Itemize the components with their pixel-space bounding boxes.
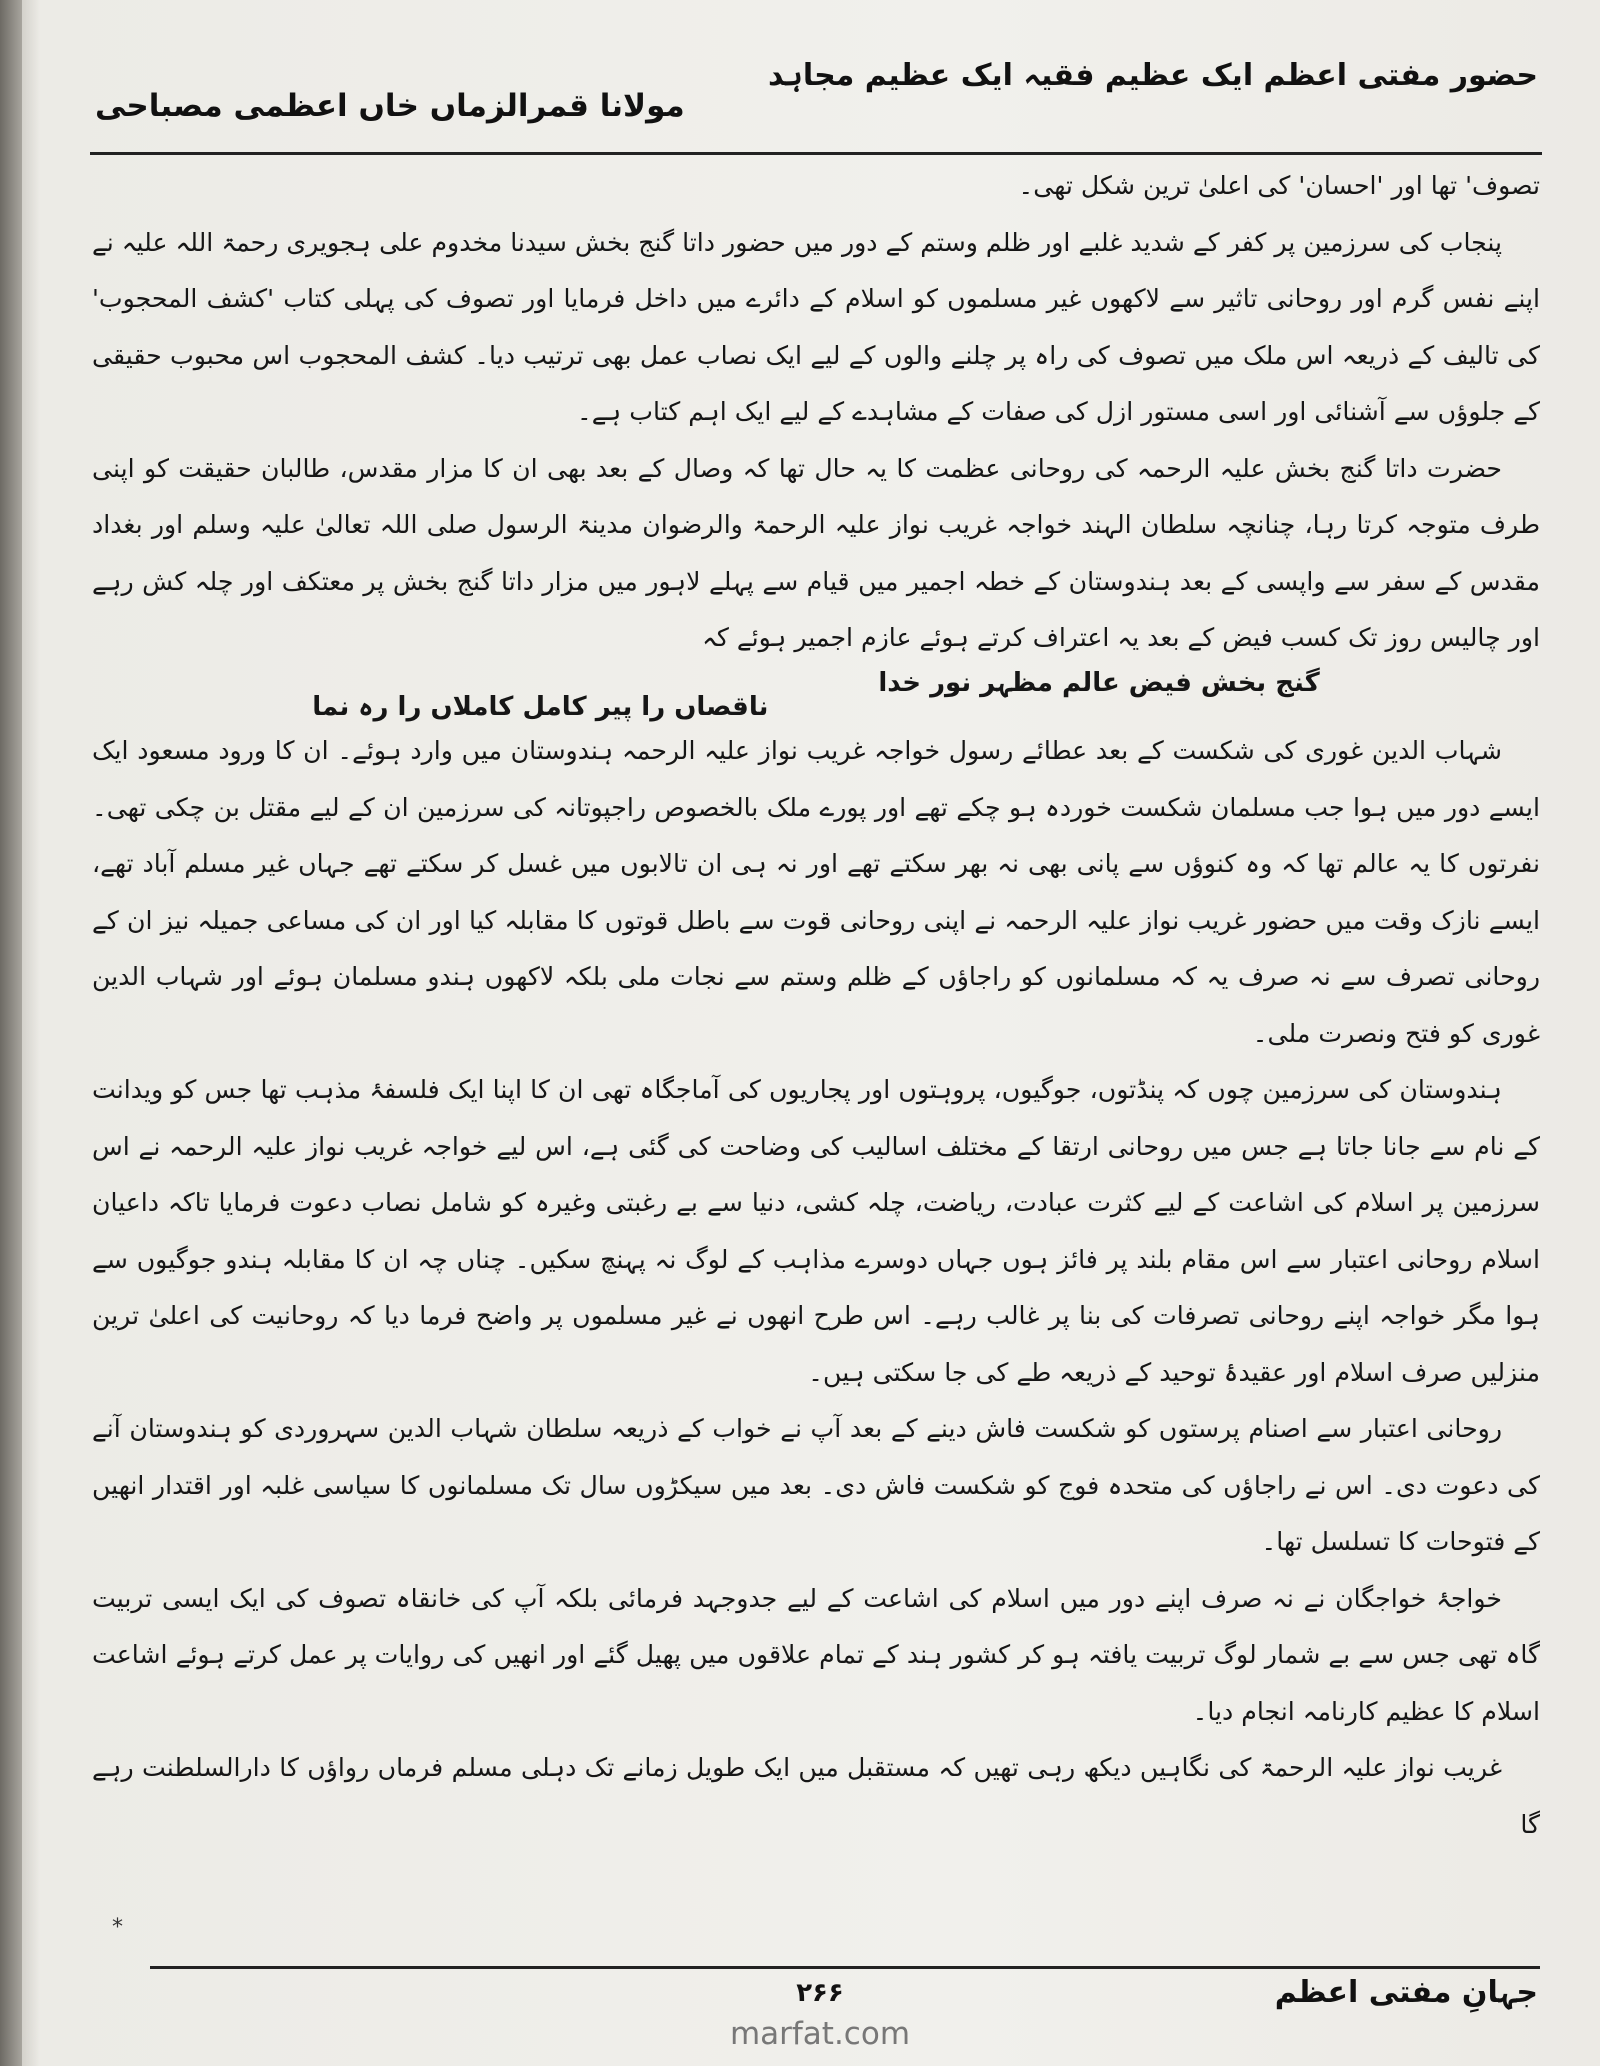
paragraph: ہندوستان کی سرزمین چوں کہ پنڈتوں، جوگیوں، پروہتوں اور پجاریوں کی آماجگاہ تھی ان کا اپنا ایک فلسفۂ مذہب تھا جس کو ویدانت کے نام سے جانا جاتا ہے جس میں روحانی ارتقا کے مختلف اسالیب کی وضاحت کی گئی ہے، اس لیے خواجہ غریب نواز علیہ الرحمہ نے اس سرزمین پر اسلام کی اشاعت کے لیے کثرت عبادت، ریاضت، چلہ کشی، دنیا سے بے رغبتی وغیرہ کو شامل نصاب دعوت فرمایا تاکہ داعیان اسلام روحانی اعتبار سے اس مقام بلند پر فائز ہوں جہاں دوسرے مذاہب کے لوگ نہ پہنچ سکیں۔ چناں چہ ان کا مقابلہ ہندو جوگیوں سے ہوا مگر خواجہ اپنے روحانی تصرفات کی بنا پر غالب رہے۔ اس طرح انھوں نے غیر مسلموں پر واضح فرما دیا کہ روحانیت کی اعلیٰ ترین منزلیں صرف اسلام اور عقیدۂ توحید کے ذریعہ طے کی جا سکتی ہیں۔ — [92, 1075, 1540, 1387]
paragraph: پنجاب کی سرزمین پر کفر کے شدید غلبے اور ظلم وستم کے دور میں حضور داتا گنج بخش سیدنا مخدوم علی ہجویری رحمۃ اللہ علیہ نے اپنے نفس گرم اور روحانی تاثیر سے لاکھوں غیر مسلموں کو اسلام کے دائرے میں داخل فرمایا اور تصوف کی پہلی کتاب 'کشف المحجوب' کی تالیف کے ذریعہ اس ملک میں تصوف کی راہ پر چلنے والوں کے لیے ایک نصاب عمل بھی ترتیب دیا۔ کشف المحجوب اس محبوب حقیقی کے جلوؤں سے آشنائی اور اسی مستور ازل کی صفات کے مشاہدے کے لیے ایک اہم کتاب ہے۔ — [92, 227, 1540, 426]
paragraph: حضرت داتا گنج بخش علیہ الرحمہ کی روحانی عظمت کا یہ حال تھا کہ وصال کے بعد بھی ان کا مزار مقدس، طالبان حقیقت کو اپنی طرف متوجہ کرتا رہا، چنانچہ سلطان الہند خواجہ غریب نواز علیہ الرحمۃ والرضوان مدینۃ الرسول صلی اللہ تعالیٰ علیہ وسلم اور بغداد مقدس کے سفر سے واپسی کے بعد ہندوستان کے خطہ اجمیر میں قیام سے پہلے لاہور میں مزار داتا گنج بخش پر معتکف اور چلہ کش رہے اور چالیس روز تک کسب فیض کے بعد یہ اعتراف کرتے ہوئے عازم اجمیر ہوئے کہ — [92, 453, 1540, 652]
header-book-title: حضور مفتی اعظم ایک عظیم فقیہ ایک عظیم مجاہد — [767, 58, 1538, 93]
book-gutter-shadow — [0, 0, 22, 2066]
couplet-line-1: گنج بخش فیض عالم مظہر نور خدا — [878, 667, 1320, 698]
footer-book-title: جہانِ مفتی اعظم — [1274, 1975, 1538, 2010]
paragraph: شہاب الدین غوری کی شکست کے بعد عطائے رسول خواجہ غریب نواز علیہ الرحمہ ہندوستان میں وارد ہوئے۔ ان کا ورود مسعود ایک ایسے دور میں ہوا جب مسلمان شکست خوردہ ہو چکے تھے اور پورے ملک بالخصوص راجپوتانہ کی سرزمین ان کے لیے مقتل بن چکی تھی۔ نفرتوں کا یہ عالم تھا کہ وہ کنوؤں سے پانی بھی نہ بھر سکتے تھے اور نہ ہی ان تالابوں میں غسل کر سکتے تھے جہاں غیر مسلم آباد تھے، ایسے نازک وقت میں حضور غریب نواز علیہ الرحمہ نے اپنی روحانی قوت سے باطل قوتوں کا مقابلہ کیا اور ان کی مساعی جمیلہ نیز ان کے روحانی تصرف سے نہ صرف یہ کہ مسلمانوں کو راجاؤں کے ظلم وستم سے نجات ملی بلکہ لاکھوں ہندو مسلمان ہوئے اور شہاب الدین غوری کو فتح ونصرت ملی۔ — [92, 736, 1540, 1048]
paragraph: خواجۂ خواجگان نے نہ صرف اپنے دور میں اسلام کی اشاعت کے لیے جدوجہد فرمائی بلکہ آپ کی خانقاہ تصوف کی ایک ایسی تربیت گاہ تھی جس سے بے شمار لوگ تربیت یافتہ ہو کر کشور ہند کے تمام علاقوں میں پھیل گئے اور انھیں کی روایات پر عمل کرتے ہوئے اشاعت اسلام کا عظیم کارنامہ انجام دیا۔ — [92, 1583, 1540, 1726]
page-number: ۲۶۶ — [796, 1978, 844, 2008]
running-header — [95, 48, 1538, 158]
paragraph: روحانی اعتبار سے اصنام پرستوں کو شکست فاش دینے کے بعد آپ نے خواب کے ذریعہ سلطان شہاب الدین سہروردی کو ہندوستان آنے کی دعوت دی۔ اس نے راجاؤں کی متحدہ فوج کو شکست فاش دی۔ بعد میں سیکڑوں سال تک مسلمانوں کا سیاسی غلبہ اور اقتدار انھیں کے فتوحات کا تسلسل تھا۔ — [92, 1414, 1540, 1556]
paragraph: غریب نواز علیہ الرحمۃ کی نگاہیں دیکھ رہی تھیں کہ مستقبل میں ایک طویل زمانے تک دہلی مسلم فرماں رواؤں کا دارالسلطنت رہے گا — [92, 1753, 1540, 1839]
footer-rule — [150, 1966, 1540, 1969]
paragraph: تصوف' تھا اور 'احسان' کی اعلیٰ ترین شکل تھی۔ — [1018, 171, 1540, 200]
header-author: مولانا قمرالزماں خاں اعظمی مصباحی — [95, 88, 685, 124]
header-rule — [90, 152, 1542, 155]
watermark: marfat.com — [729, 2016, 911, 2052]
couplet-line-2: ناقصاں را پیر کامل کاملاں را رہ نما — [312, 691, 769, 722]
persian-couplet — [92, 667, 1540, 724]
margin-mark: * — [112, 1915, 123, 1940]
article-body — [92, 158, 1540, 1839]
